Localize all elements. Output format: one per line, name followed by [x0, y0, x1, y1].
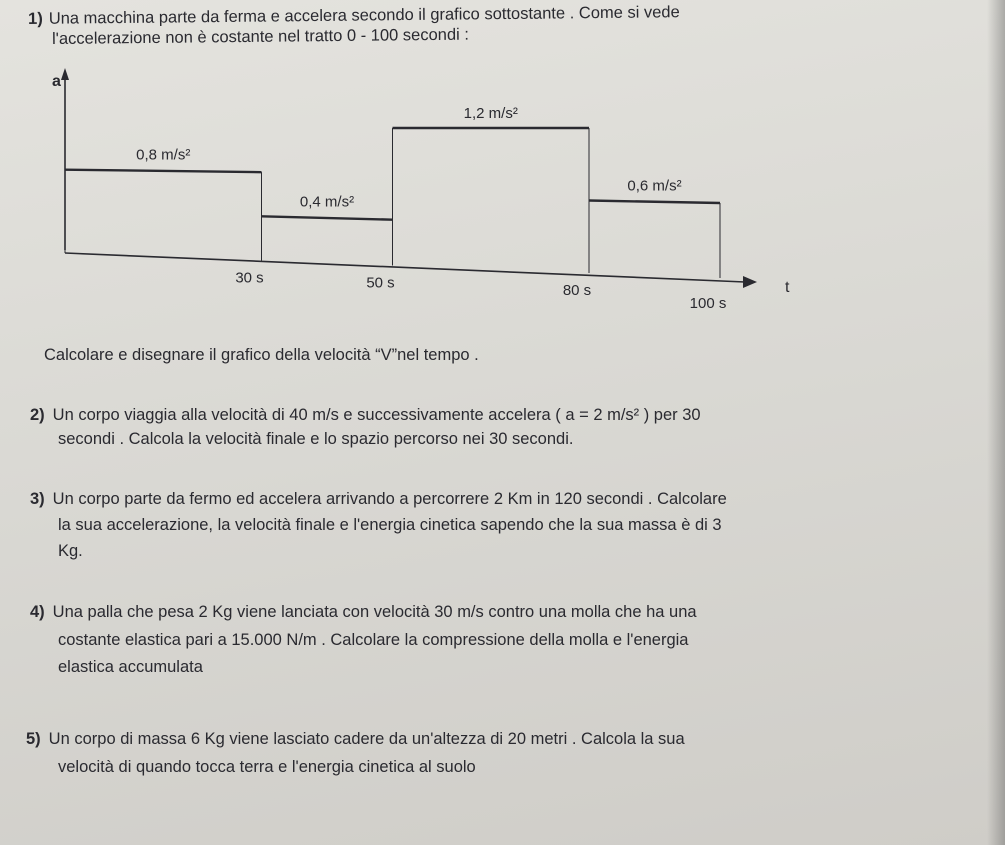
y-axis-label: a: [52, 73, 61, 90]
q4-text-1: Una palla che pesa 2 Kg viene lanciata con velocità 30 m/s contro una molla che ha una: [52, 603, 697, 621]
q2-line2: secondi . Calcola la velocità finale e lo spazio percorso nei 30 secondi.: [58, 430, 574, 448]
q3-text-1: Un corpo parte da fermo ed accelera arrivando a percorrere 2 Km in 120 secondi . Calcolare: [52, 490, 727, 508]
x-axis: [65, 253, 745, 282]
q4-line2: costante elastica pari a 15.000 N/m . Calcolare la compressione della molla e l'energia: [58, 631, 689, 649]
q5-number: 5): [26, 730, 41, 748]
segment-label-4: 0,6 m/s²: [627, 177, 682, 195]
q3-line1: [30, 490, 727, 509]
q3-number: 3): [30, 490, 45, 508]
x-tick-label-2: 50 s: [366, 274, 395, 292]
q3-line2: la sua accelerazione, la velocità finale e l'energia cinetica sapendo che la sua massa è di 3: [58, 516, 722, 534]
q2-line1: [30, 406, 701, 425]
q1-number: 1): [28, 9, 43, 28]
q2-text-1: Un corpo viaggia alla velocità di 40 m/s e successivamente accelera ( a = 2 m/s² ) per 30: [52, 406, 701, 424]
q5-line1: [26, 730, 685, 749]
x-tick-label-1: 30 s: [235, 269, 264, 287]
q1-line2: l'accelerazione non è costante nel tratto 0 - 100 secondi :: [52, 25, 469, 48]
segment-label-2: 0,4 m/s²: [299, 193, 355, 211]
q1-instruction: Calcolare e disegnare il grafico della velocità “V”nel tempo .: [44, 346, 479, 364]
segment-label-1: 0,8 m/s²: [136, 146, 191, 164]
q4-line1: [30, 603, 697, 622]
q2-number: 2): [30, 406, 45, 424]
q5-line2: velocità di quando tocca terra e l'energia cinetica al suolo: [58, 758, 476, 776]
q3-line3: Kg.: [58, 542, 83, 560]
x-tick-label-4: 100 s: [689, 295, 727, 312]
x-axis-arrow: [743, 276, 757, 288]
segment-label-3: 1,2 m/s²: [463, 105, 518, 122]
acceleration-chart: [40, 60, 820, 320]
x-tick-label-3: 80 s: [562, 282, 592, 299]
q4-number: 4): [30, 603, 45, 621]
q4-line3: elastica accumulata: [58, 658, 203, 676]
q1-text-1: Una macchina parte da ferma e accelera secondo il grafico sottostante . Come si vede: [48, 3, 680, 28]
segment-top-2: [262, 216, 393, 219]
segment-top-1: [65, 170, 262, 173]
x-axis-label: t: [785, 279, 790, 296]
y-axis-arrow: [61, 68, 69, 80]
page-shadow-edge: [987, 0, 1005, 845]
q5-text-1: Un corpo di massa 6 Kg viene lasciato cadere da un'altezza di 20 metri . Calcola la sua: [48, 730, 685, 748]
segment-top-4: [589, 201, 720, 204]
